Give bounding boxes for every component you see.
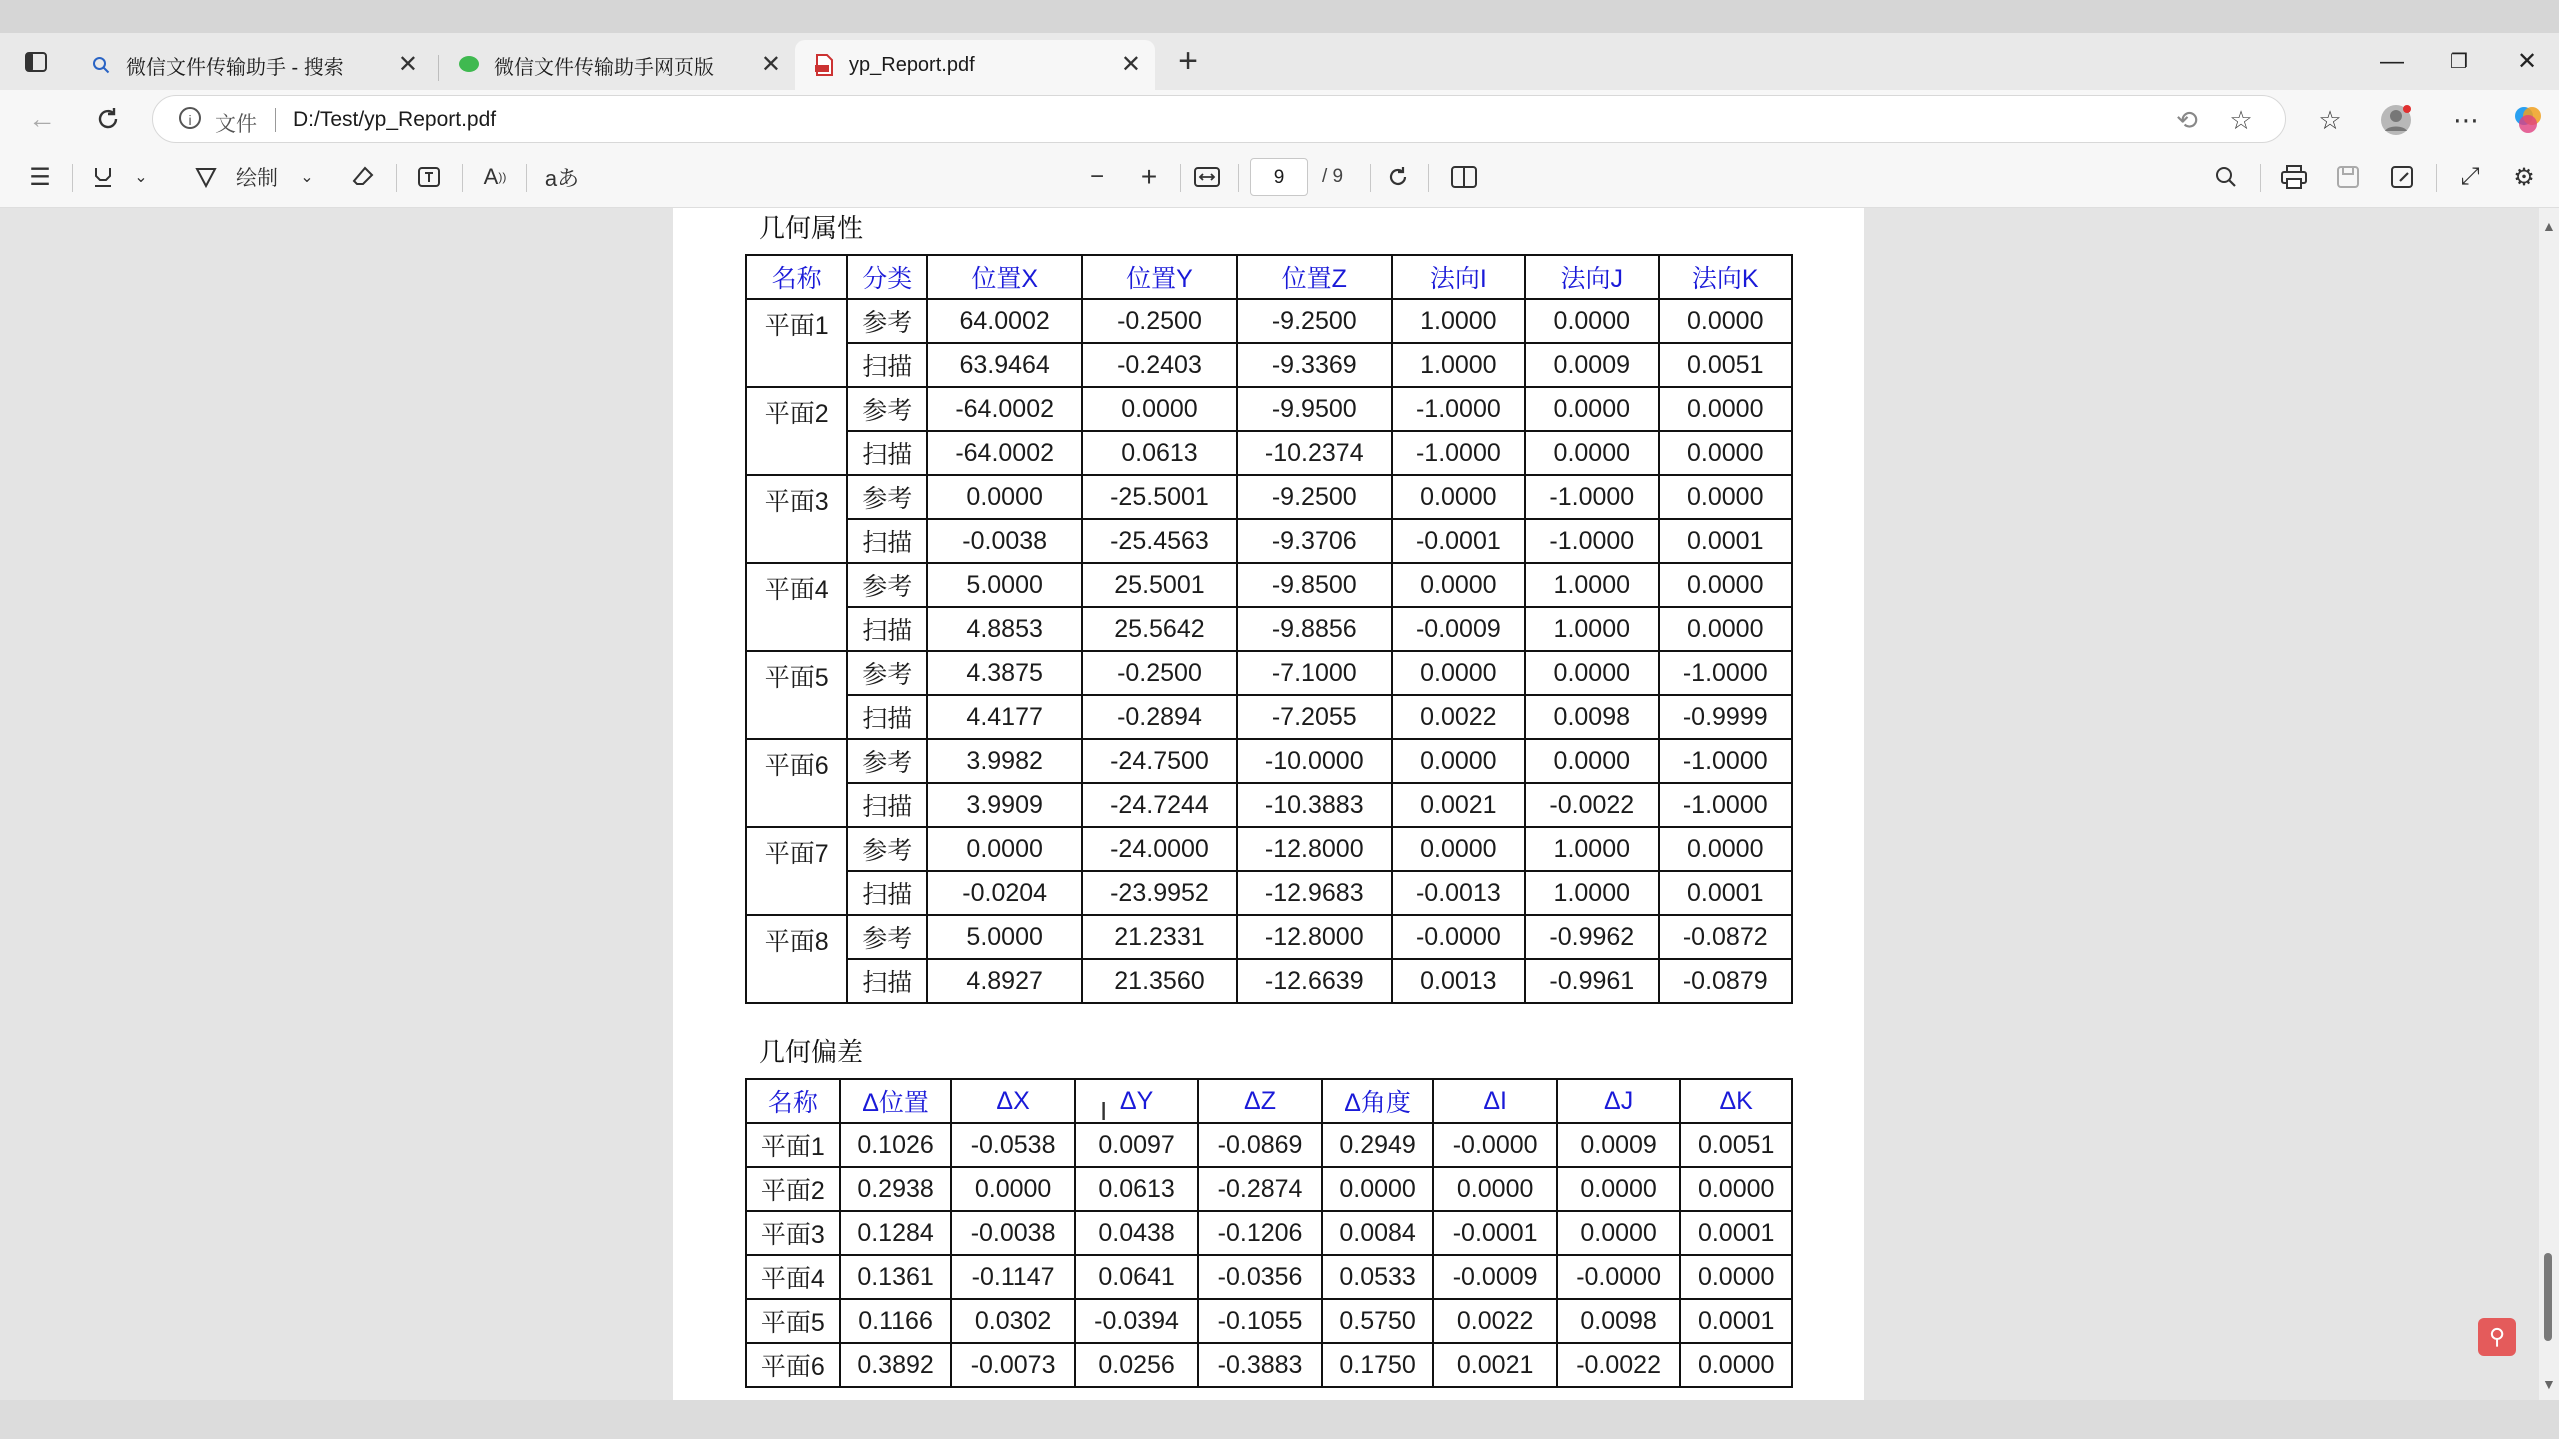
table-cell: -0.0394 (1075, 1299, 1198, 1343)
scroll-up-icon[interactable]: ▲ (2542, 218, 2556, 234)
table-cell: -0.1206 (1198, 1211, 1321, 1255)
column-header: ΔJ (1557, 1079, 1680, 1123)
table-cell: 平面1 (746, 1123, 840, 1167)
close-window-button[interactable]: ✕ (2516, 48, 2538, 75)
table-cell: -0.0001 (1433, 1211, 1556, 1255)
section-title-geometry-deviation: 几何偏差 (759, 1038, 864, 1068)
table-cell: 扫描 (847, 519, 927, 563)
table-cell: -0.0009 (1392, 607, 1525, 651)
text-cursor-icon: I (1100, 1096, 1108, 1126)
table-cell: 0.0009 (1557, 1123, 1680, 1167)
restore-button[interactable]: ❐ (2450, 51, 2468, 73)
table-cell: -0.0869 (1198, 1123, 1321, 1167)
table-cell: 64.0002 (927, 299, 1082, 343)
table-cell: 4.8853 (927, 607, 1082, 651)
table-cell: -23.9952 (1082, 871, 1237, 915)
table-cell: 0.0000 (1392, 475, 1525, 519)
table-cell: 参考 (847, 299, 927, 343)
pdf-page (673, 208, 1864, 1400)
more-options-icon[interactable]: ⋯ (2453, 104, 2479, 135)
file-scheme-label: 文件 (215, 113, 257, 136)
table-cell: 0.0084 (1322, 1211, 1434, 1255)
table-cell: 0.0001 (1680, 1299, 1792, 1343)
table-cell: 0.0000 (1322, 1167, 1434, 1211)
table-cell: -10.3883 (1237, 783, 1392, 827)
adobe-acrobat-icon[interactable]: ⚲ (2478, 1318, 2516, 1356)
table-row (746, 871, 1792, 915)
toolbar-divider (1370, 164, 1371, 192)
table-cell: -64.0002 (927, 387, 1082, 431)
table-cell: -0.0000 (1433, 1123, 1556, 1167)
table-cell: 1.0000 (1392, 343, 1525, 387)
table-cell: 平面6 (746, 1343, 840, 1387)
table-row (746, 1299, 1792, 1343)
table-cell: -24.7500 (1082, 739, 1237, 783)
table-cell: -9.8856 (1237, 607, 1392, 651)
table-cell: 0.0000 (1433, 1167, 1556, 1211)
table-cell: -24.7244 (1082, 783, 1237, 827)
column-header: 名称 (746, 1079, 840, 1123)
table-row (746, 607, 1792, 651)
title-strip (0, 0, 2559, 33)
table-row (746, 387, 1792, 431)
table-cell: 扫描 (847, 871, 927, 915)
table-row (746, 915, 1792, 959)
fullscreen-icon[interactable]: ⤢ (2460, 163, 2480, 190)
table-cell: 平面3 (746, 1211, 840, 1255)
table-row (746, 519, 1792, 563)
table-cell: 0.0000 (1659, 563, 1793, 607)
read-aloud-icon[interactable]: ⟲ (2176, 104, 2198, 135)
table-cell: -0.0538 (951, 1123, 1074, 1167)
tab-search[interactable] (72, 40, 432, 90)
table-cell: 0.0000 (927, 827, 1082, 871)
table-row (746, 299, 1792, 343)
table-cell: 4.4177 (927, 695, 1082, 739)
section-title-geometry-properties: 几何属性 (759, 214, 864, 244)
column-header: 法向J (1525, 255, 1658, 299)
table-cell: -12.6639 (1237, 959, 1392, 1003)
toolbar-divider (72, 164, 73, 192)
column-header: Δ位置 (840, 1079, 952, 1123)
table-cell: 0.0000 (1659, 607, 1793, 651)
table-cell: 0.0000 (1680, 1167, 1792, 1211)
table-cell: 0.0613 (1082, 431, 1237, 475)
toolbar-divider (2436, 164, 2437, 192)
table-cell: -0.0204 (927, 871, 1082, 915)
column-header: 位置Z (1237, 255, 1392, 299)
table-cell: 参考 (847, 915, 927, 959)
table-cell: -0.2894 (1082, 695, 1237, 739)
plane-name-cell: 平面4 (746, 563, 847, 651)
table-cell: -24.0000 (1082, 827, 1237, 871)
back-button[interactable]: ← (28, 103, 56, 134)
draw-icon[interactable] (190, 158, 222, 196)
table-cell: 0.0022 (1433, 1299, 1556, 1343)
pdf-icon (813, 54, 835, 76)
table-cell: 25.5642 (1082, 607, 1237, 651)
table-cell: -0.2500 (1082, 651, 1237, 695)
table-cell: -9.3369 (1237, 343, 1392, 387)
address-bar (0, 90, 2559, 148)
scrollbar-thumb[interactable] (2544, 1253, 2552, 1341)
plane-name-cell: 平面1 (746, 299, 847, 387)
table-cell: 63.9464 (927, 343, 1082, 387)
table-cell: 0.0097 (1075, 1123, 1198, 1167)
column-header: ΔX (951, 1079, 1074, 1123)
table-cell: 参考 (847, 475, 927, 519)
omnibox[interactable] (152, 95, 2286, 143)
new-tab-button[interactable]: + (1178, 42, 1198, 80)
table-cell: -0.1147 (951, 1255, 1074, 1299)
table-cell: -0.0013 (1392, 871, 1525, 915)
table-cell: 0.0000 (1557, 1167, 1680, 1211)
table-cell: 0.5750 (1322, 1299, 1434, 1343)
table-cell: 0.0641 (1075, 1255, 1198, 1299)
table-cell: 扫描 (847, 431, 927, 475)
table-cell: 扫描 (847, 783, 927, 827)
table-cell: 0.0009 (1525, 343, 1658, 387)
table-cell: -9.2500 (1237, 299, 1392, 343)
table-cell: 0.0001 (1659, 871, 1793, 915)
table-cell: -0.3883 (1198, 1343, 1321, 1387)
table-cell: -0.2403 (1082, 343, 1237, 387)
column-header: Δ角度 (1322, 1079, 1434, 1123)
close-tab-icon[interactable]: ✕ (397, 51, 418, 78)
table-row (746, 431, 1792, 475)
table-cell: 0.0000 (1392, 563, 1525, 607)
pdf-toolbar (0, 148, 2559, 208)
table-cell: 25.5001 (1082, 563, 1237, 607)
draw-label[interactable]: 绘制 (236, 167, 278, 190)
table-cell: 0.0000 (1557, 1211, 1680, 1255)
toolbar-divider (2260, 164, 2261, 192)
table-cell: 3.9909 (927, 783, 1082, 827)
table-cell: 参考 (847, 651, 927, 695)
table-cell: 参考 (847, 387, 927, 431)
table-cell: 0.1026 (840, 1123, 952, 1167)
table-cell: 参考 (847, 827, 927, 871)
taskbar-strip (0, 1400, 2559, 1439)
table-cell: 扫描 (847, 343, 927, 387)
minimize-button[interactable]: — (2380, 47, 2404, 75)
table-cell: 0.0051 (1680, 1123, 1792, 1167)
table-cell: -12.8000 (1237, 827, 1392, 871)
plane-name-cell: 平面5 (746, 651, 847, 739)
table-cell: -0.1055 (1198, 1299, 1321, 1343)
column-header: 法向K (1659, 255, 1793, 299)
table-cell: 扫描 (847, 959, 927, 1003)
table-cell: 0.0000 (1392, 739, 1525, 783)
table-cell: -0.0879 (1659, 959, 1793, 1003)
table-cell: 1.0000 (1525, 563, 1658, 607)
table-cell: 0.0613 (1075, 1167, 1198, 1211)
table-cell: 0.2938 (840, 1167, 952, 1211)
page-number-input[interactable]: 9 (1250, 158, 1308, 196)
table-row (746, 343, 1792, 387)
table-row (746, 475, 1792, 519)
plane-name-cell: 平面7 (746, 827, 847, 915)
tab-bar (0, 33, 2559, 90)
table-cell: -1.0000 (1659, 739, 1793, 783)
toolbar-divider (1238, 164, 1239, 192)
table-cell: 0.0000 (1680, 1255, 1792, 1299)
column-header: 法向I (1392, 255, 1525, 299)
table-cell: -0.0038 (951, 1211, 1074, 1255)
table-cell: 扫描 (847, 695, 927, 739)
zoom-in-button[interactable]: + (1140, 161, 1158, 192)
table-cell: 0.0438 (1075, 1211, 1198, 1255)
geometry-deviation-table (745, 1078, 1793, 1388)
column-header: ΔY (1075, 1079, 1198, 1123)
table-cell: 0.3892 (840, 1343, 952, 1387)
table-cell: 0.0000 (1680, 1343, 1792, 1387)
column-header: 位置X (927, 255, 1082, 299)
table-cell: -0.0001 (1392, 519, 1525, 563)
save-as-icon[interactable] (2384, 158, 2420, 196)
profile-avatar[interactable] (2376, 100, 2416, 140)
table-cell: 参考 (847, 739, 927, 783)
table-cell: -1.0000 (1659, 651, 1793, 695)
table-cell: -0.0073 (951, 1343, 1074, 1387)
table-cell: 0.1166 (840, 1299, 952, 1343)
table-cell: -25.5001 (1082, 475, 1237, 519)
translate-icon[interactable]: aあ (544, 165, 580, 191)
table-cell: -0.0356 (1198, 1255, 1321, 1299)
table-cell: -0.0000 (1557, 1255, 1680, 1299)
table-cell: 平面5 (746, 1299, 840, 1343)
table-cell: 0.0000 (1525, 299, 1658, 343)
table-cell: -0.0872 (1659, 915, 1793, 959)
table-cell: 0.0013 (1392, 959, 1525, 1003)
close-tab-icon[interactable]: ✕ (1120, 51, 1141, 78)
geometry-properties-table (745, 254, 1793, 1004)
table-row (746, 651, 1792, 695)
column-header: 位置Y (1082, 255, 1237, 299)
table-row (746, 1343, 1792, 1387)
tab-divider (438, 55, 439, 81)
plane-name-cell: 平面8 (746, 915, 847, 1003)
zoom-out-button[interactable]: − (1089, 163, 1104, 190)
table-cell: -0.9999 (1659, 695, 1793, 739)
favorite-star-icon[interactable]: ☆ (2229, 104, 2253, 135)
refresh-button[interactable] (86, 98, 130, 140)
table-cell: 0.0051 (1659, 343, 1793, 387)
vertical-scrollbar[interactable] (2539, 208, 2559, 1400)
search-icon (90, 54, 112, 76)
plane-name-cell: 平面6 (746, 739, 847, 827)
table-cell: 0.2949 (1322, 1123, 1434, 1167)
table-cell: -0.9961 (1525, 959, 1658, 1003)
table-cell: -12.9683 (1237, 871, 1392, 915)
chevron-down-icon[interactable]: ⌄ (300, 169, 314, 186)
table-cell: -0.0022 (1525, 783, 1658, 827)
table-cell: -64.0002 (927, 431, 1082, 475)
table-cell: 0.0533 (1322, 1255, 1434, 1299)
tab-label: yp_Report.pdf (849, 53, 975, 76)
table-cell: 平面2 (746, 1167, 840, 1211)
table-cell: -0.0009 (1433, 1255, 1556, 1299)
table-cell: -12.8000 (1237, 915, 1392, 959)
table-cell: -9.8500 (1237, 563, 1392, 607)
table-cell: 1.0000 (1392, 299, 1525, 343)
table-cell: 0.0000 (1659, 299, 1793, 343)
table-cell: 0.0000 (1659, 827, 1793, 871)
table-cell: 21.2331 (1082, 915, 1237, 959)
table-row (746, 695, 1792, 739)
text-box-icon[interactable] (412, 158, 446, 196)
table-cell: -0.2500 (1082, 299, 1237, 343)
table-cell: 0.0302 (951, 1299, 1074, 1343)
table-cell: 4.3875 (927, 651, 1082, 695)
copilot-icon[interactable] (2508, 100, 2548, 140)
table-cell: 0.0000 (1392, 651, 1525, 695)
table-cell: 0.0098 (1525, 695, 1658, 739)
table-cell: 0.0001 (1659, 519, 1793, 563)
table-cell: -25.4563 (1082, 519, 1237, 563)
table-cell: -1.0000 (1525, 475, 1658, 519)
table-row (746, 1123, 1792, 1167)
table-cell: 参考 (847, 563, 927, 607)
highlight-icon[interactable] (86, 158, 120, 196)
column-header: ΔI (1433, 1079, 1556, 1123)
close-tab-icon[interactable]: ✕ (760, 51, 781, 78)
table-cell: 0.0001 (1680, 1211, 1792, 1255)
plane-name-cell: 平面3 (746, 475, 847, 563)
table-row (746, 1255, 1792, 1299)
table-row (746, 959, 1792, 1003)
pdf-viewer[interactable] (0, 208, 2559, 1400)
table-cell: -0.0022 (1557, 1343, 1680, 1387)
table-cell: 0.0021 (1392, 783, 1525, 827)
table-cell: 平面4 (746, 1255, 840, 1299)
table-cell: 0.0000 (1082, 387, 1237, 431)
table-cell: -0.0038 (927, 519, 1082, 563)
tab-label: 微信文件传输助手网页版 (494, 56, 714, 79)
table-cell: 0.0000 (1659, 431, 1793, 475)
table-cell: -9.3706 (1237, 519, 1392, 563)
table-cell: 0.0000 (927, 475, 1082, 519)
table-cell: 3.9982 (927, 739, 1082, 783)
table-cell: -1.0000 (1392, 387, 1525, 431)
table-cell: 1.0000 (1525, 827, 1658, 871)
table-cell: 1.0000 (1525, 871, 1658, 915)
url-text[interactable]: D:/Test/yp_Report.pdf (293, 108, 497, 131)
table-cell: 0.0000 (1525, 387, 1658, 431)
page-view-icon[interactable] (1446, 158, 1482, 196)
table-cell: 0.0000 (1392, 827, 1525, 871)
table-cell: -10.0000 (1237, 739, 1392, 783)
table-cell: -7.2055 (1237, 695, 1392, 739)
table-cell: 0.1284 (840, 1211, 952, 1255)
table-cell: 0.0022 (1392, 695, 1525, 739)
table-cell: -0.9962 (1525, 915, 1658, 959)
table-row (746, 827, 1792, 871)
toolbar-divider (396, 164, 397, 192)
tab-actions-icon[interactable] (16, 33, 56, 90)
fit-width-icon[interactable] (1188, 158, 1226, 196)
info-icon[interactable]: i (179, 107, 201, 129)
toolbar-divider (1428, 164, 1429, 192)
table-row (746, 783, 1792, 827)
table-cell: -0.0000 (1392, 915, 1525, 959)
search-icon[interactable] (2208, 158, 2244, 196)
table-cell: 0.0021 (1433, 1343, 1556, 1387)
scroll-down-icon[interactable]: ▼ (2542, 1376, 2556, 1392)
omnibox-divider (275, 108, 276, 132)
table-cell: 4.8927 (927, 959, 1082, 1003)
table-cell: 扫描 (847, 607, 927, 651)
table-cell: -0.2874 (1198, 1167, 1321, 1211)
tab-pdf[interactable] (795, 40, 1155, 90)
favorites-icon[interactable]: ☆ (2318, 104, 2342, 135)
table-cell: 0.0000 (951, 1167, 1074, 1211)
table-cell: 0.1361 (840, 1255, 952, 1299)
table-cell: 0.0000 (1525, 431, 1658, 475)
tab-wechat[interactable] (440, 40, 795, 90)
table-cell: 1.0000 (1525, 607, 1658, 651)
table-cell: -1.0000 (1392, 431, 1525, 475)
table-cell: 0.1750 (1322, 1343, 1434, 1387)
table-cell: 0.0000 (1659, 475, 1793, 519)
table-cell: 5.0000 (927, 915, 1082, 959)
table-cell: 0.0256 (1075, 1343, 1198, 1387)
toolbar-divider (526, 164, 527, 192)
page-total: / 9 (1322, 166, 1344, 187)
table-cell: -9.9500 (1237, 387, 1392, 431)
table-cell: 0.0000 (1525, 739, 1658, 783)
rotate-icon[interactable] (1380, 158, 1416, 196)
table-cell: 0.0000 (1525, 651, 1658, 695)
column-header: 分类 (847, 255, 927, 299)
read-aloud-icon[interactable]: A )) (483, 164, 507, 189)
toolbar-divider (1180, 164, 1181, 192)
chevron-down-icon[interactable]: ⌄ (134, 169, 148, 186)
table-row (746, 1167, 1792, 1211)
table-cell: -9.2500 (1237, 475, 1392, 519)
column-header: 名称 (746, 255, 847, 299)
tab-label: 微信文件传输助手 - 搜索 (126, 56, 344, 79)
table-row (746, 563, 1792, 607)
toolbar-divider (462, 164, 463, 192)
table-cell: -1.0000 (1659, 783, 1793, 827)
settings-icon[interactable]: ⚙ (2513, 163, 2535, 191)
table-cell: -1.0000 (1525, 519, 1658, 563)
plane-name-cell: 平面2 (746, 387, 847, 475)
eraser-icon[interactable] (346, 158, 380, 196)
column-header: ΔZ (1198, 1079, 1321, 1123)
table-cell: 21.3560 (1082, 959, 1237, 1003)
table-cell: -7.1000 (1237, 651, 1392, 695)
contents-icon[interactable]: ☰ (29, 163, 51, 191)
save-icon[interactable] (2330, 158, 2366, 196)
table-cell: 0.0000 (1659, 387, 1793, 431)
print-icon[interactable] (2276, 158, 2312, 196)
table-row (746, 739, 1792, 783)
table-cell: 5.0000 (927, 563, 1082, 607)
table-cell: -10.2374 (1237, 431, 1392, 475)
table-row (746, 1211, 1792, 1255)
table-cell: 0.0098 (1557, 1299, 1680, 1343)
wechat-icon (458, 54, 480, 76)
column-header: ΔK (1680, 1079, 1792, 1123)
